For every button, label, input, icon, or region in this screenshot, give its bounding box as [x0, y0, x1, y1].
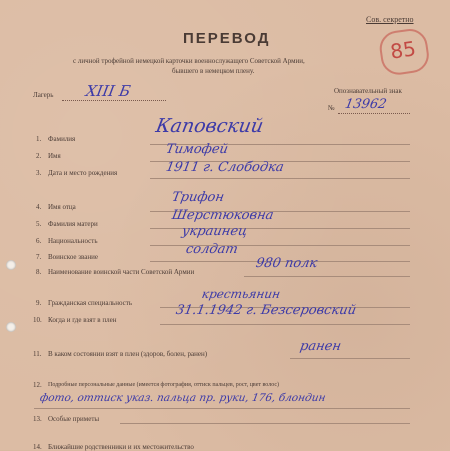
camp-underline — [62, 100, 166, 101]
field-number: 10. — [33, 316, 42, 324]
field-number: 1. — [36, 135, 42, 143]
rank-label: Воинское звание — [48, 253, 98, 261]
nationality-value: украинец — [180, 224, 249, 239]
field-line — [150, 178, 410, 179]
field-number: 13. — [33, 415, 42, 423]
camp-value: XIII Б — [84, 82, 132, 100]
classification-label: Сов. секретно — [366, 15, 414, 24]
field-line — [120, 423, 410, 424]
field-number: 9. — [36, 299, 42, 307]
personal-data-value: фото, оттиск указ. пальца пр. руки, 176, блондин — [38, 392, 327, 404]
id-number-prefix: № — [328, 104, 335, 112]
unit-label: Наименование воинской части Советской Армии — [48, 268, 195, 276]
field-number: 6. — [36, 237, 42, 245]
id-mark-value: 13962 — [343, 97, 388, 112]
condition-value: ранен — [298, 339, 343, 354]
civil-specialty-value: крестьянин — [200, 287, 282, 301]
field-number: 14. — [33, 443, 42, 451]
field-line — [290, 358, 410, 359]
field-line — [34, 408, 410, 409]
field-number: 2. — [36, 152, 42, 160]
field-number: 3. — [36, 169, 42, 177]
surname-value: Каповский — [154, 115, 266, 137]
personal-data-label: Подробные персональные данные (имеется фотография, оттиск пальцев, рост, цвет волос) — [48, 382, 279, 388]
captured-value: 31.1.1942 г. Безсеровский — [174, 303, 358, 318]
first-name-value: Тимофей — [164, 142, 230, 157]
condition-label: В каком состоянии взят в плен (здоров, болен, ранен) — [48, 350, 208, 358]
handwritten-number-stamp: 85 — [384, 30, 423, 70]
field-number: 12. — [33, 381, 42, 389]
father-name-label: Имя отца — [48, 203, 76, 211]
rank-value: солдат — [184, 242, 240, 257]
relatives-label: Ближайшие родственники и их местожительство — [48, 443, 194, 451]
id-mark-label: Опознавательный знак — [334, 87, 402, 95]
birth-label: Дата и место рождения — [48, 169, 118, 177]
captured-label: Когда и где взят в плен — [48, 316, 117, 324]
special-marks-label: Особые приметы — [48, 415, 100, 423]
punch-hole — [6, 322, 16, 332]
mother-surname-value: Шерстюковна — [170, 208, 275, 223]
field-line — [160, 324, 410, 325]
field-number: 8. — [36, 268, 42, 276]
first-name-label: Имя — [48, 152, 61, 160]
surname-label: Фамилия — [48, 135, 76, 143]
document-title: ПЕРЕВОД — [183, 30, 271, 47]
field-number: 5. — [36, 220, 42, 228]
punch-hole — [6, 260, 16, 270]
mother-surname-label: Фамилия матери — [48, 220, 98, 228]
camp-label: Лагерь — [33, 91, 54, 99]
nationality-label: Национальность — [48, 237, 98, 245]
id-underline — [338, 113, 410, 114]
field-number: 4. — [36, 203, 42, 211]
document-subtitle: с личной трофейной немецкой карточки военнослужащего Советской Армии, — [73, 57, 305, 65]
field-number: 7. — [36, 253, 42, 261]
field-line — [244, 276, 410, 277]
civil-specialty-label: Гражданская специальность — [48, 299, 133, 307]
unit-value: 980 полк — [254, 256, 319, 271]
birth-value: 1911 г. Слободка — [164, 160, 285, 175]
field-number: 11. — [33, 350, 42, 358]
father-name-value: Трифон — [170, 190, 226, 205]
document-subtitle-2: бывшего в немецком плену. — [172, 67, 255, 75]
